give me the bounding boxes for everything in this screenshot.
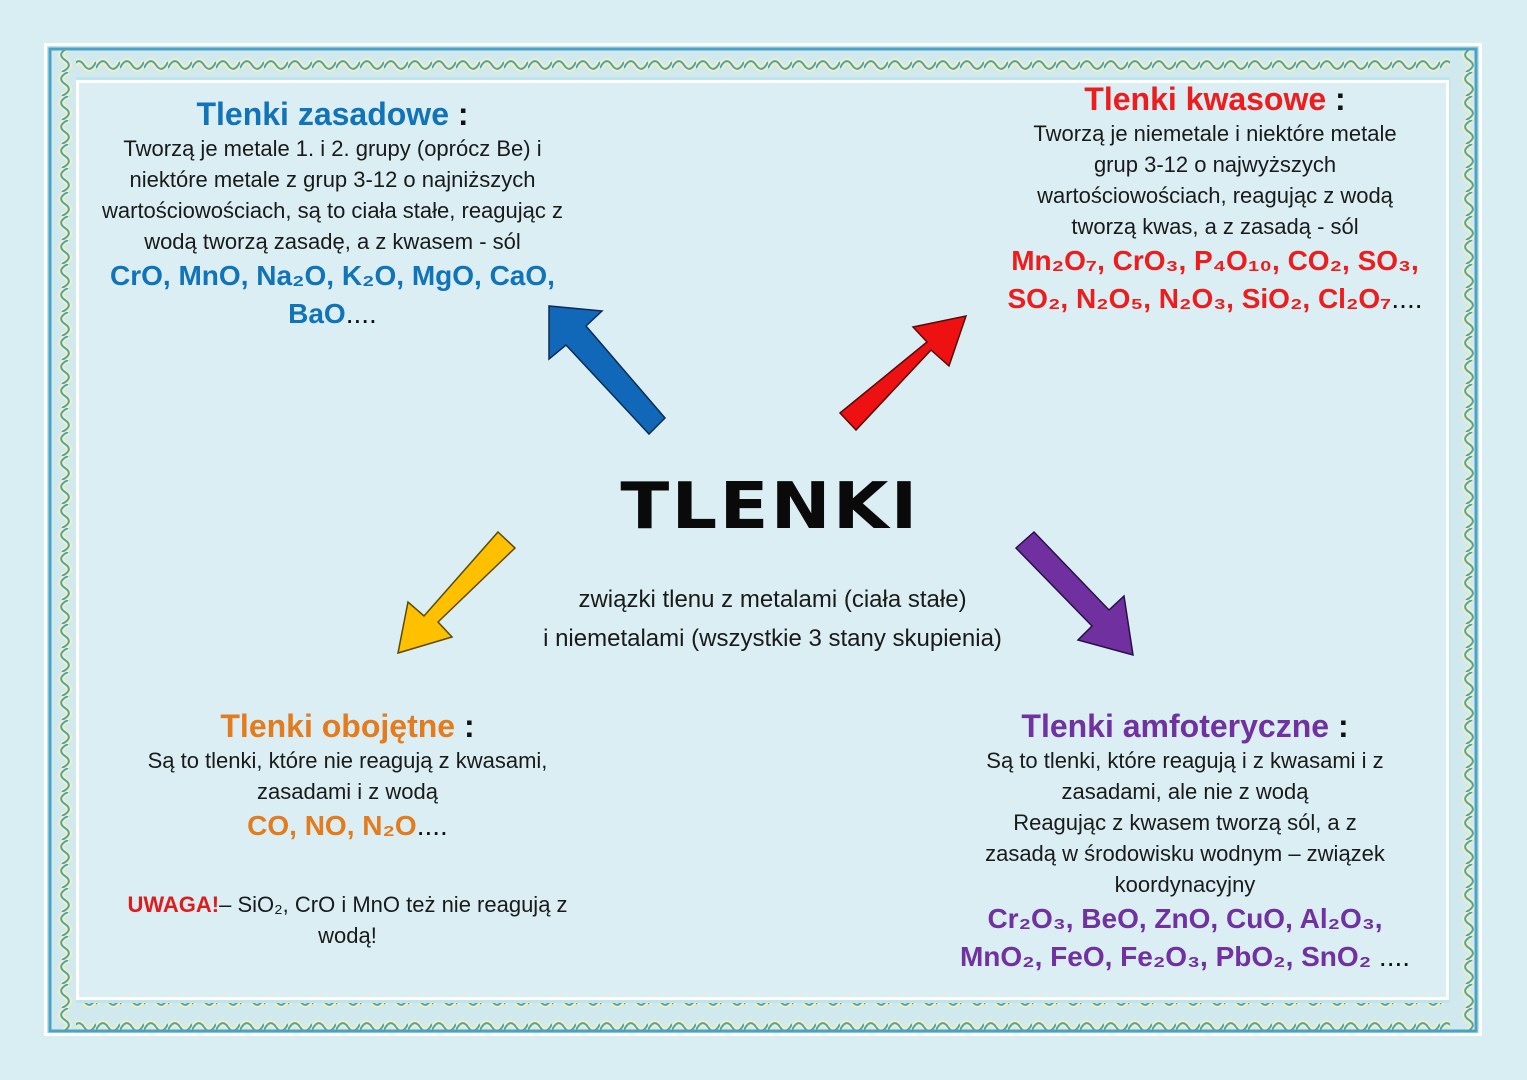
section-zasadowe — [95, 95, 570, 333]
page-title: TLENKI — [620, 470, 920, 544]
warning-label: UWAGA! — [127, 892, 220, 917]
warning-note — [110, 889, 585, 951]
warning-text: – SiO₂, CrO i MnO też nie reagują z wodą! — [219, 892, 568, 948]
section-description: Tworzą je niemetale i niektóre metale grup 3-12 o najwyższych wartościowościach, reagując z wodą tworzą kwas, a z zasadą - sól — [1033, 121, 1397, 239]
formula-list: CO, NO, N₂O.... — [247, 810, 448, 841]
section-heading: Tlenki kwasowe : — [1084, 81, 1346, 117]
section-heading: Tlenki obojętne : — [220, 708, 475, 744]
subtitle-line-1: związki tlenu z metalami (ciała stałe) — [578, 586, 967, 613]
formula-list: Mn₂O₇, CrO₃, P₄O₁₀, CO₂, SO₃, SO₂, N₂O₅, N₂O₃, SiO₂, Cl₂O₇.... — [1007, 245, 1423, 314]
formula-list: CrO, MnO, Na₂O, K₂O, MgO, CaO, BaO.... — [110, 260, 555, 329]
section-kwasowe — [990, 80, 1440, 318]
section-heading: Tlenki amfoteryczne : — [1021, 708, 1349, 744]
section-description: Tworzą je metale 1. i 2. grupy (oprócz Be) i niektóre metale z grup 3-12 o najniższych wartościowościach, są to ciała stałe, reagując z wodą tworzą zasadę, a z kwasem - sól — [102, 136, 563, 254]
section-obojetne — [110, 707, 585, 951]
section-description-2: Reagując z kwasem tworzą sól, a z zasadą w środowisku wodnym – związek koordynacyjny — [985, 810, 1385, 897]
section-amfoteryczne — [945, 707, 1425, 976]
formula-list: Cr₂O₃, BeO, ZnO, CuO, Al₂O₃, MnO₂, FeO, Fe₂O₃, PbO₂, SnO₂ .... — [959, 903, 1411, 972]
section-description: Są to tlenki, które nie reagują z kwasami, zasadami i z wodą — [147, 748, 548, 804]
arrow-up-right-icon — [840, 316, 966, 430]
section-heading: Tlenki zasadowe : — [196, 96, 469, 132]
subtitle — [480, 580, 1065, 658]
subtitle-line-2: i niemetalami (wszystkie 3 stany skupienia) — [543, 625, 1002, 652]
section-description: Są to tlenki, które reagują i z kwasami i z zasadami, ale nie z wodą — [986, 748, 1384, 804]
